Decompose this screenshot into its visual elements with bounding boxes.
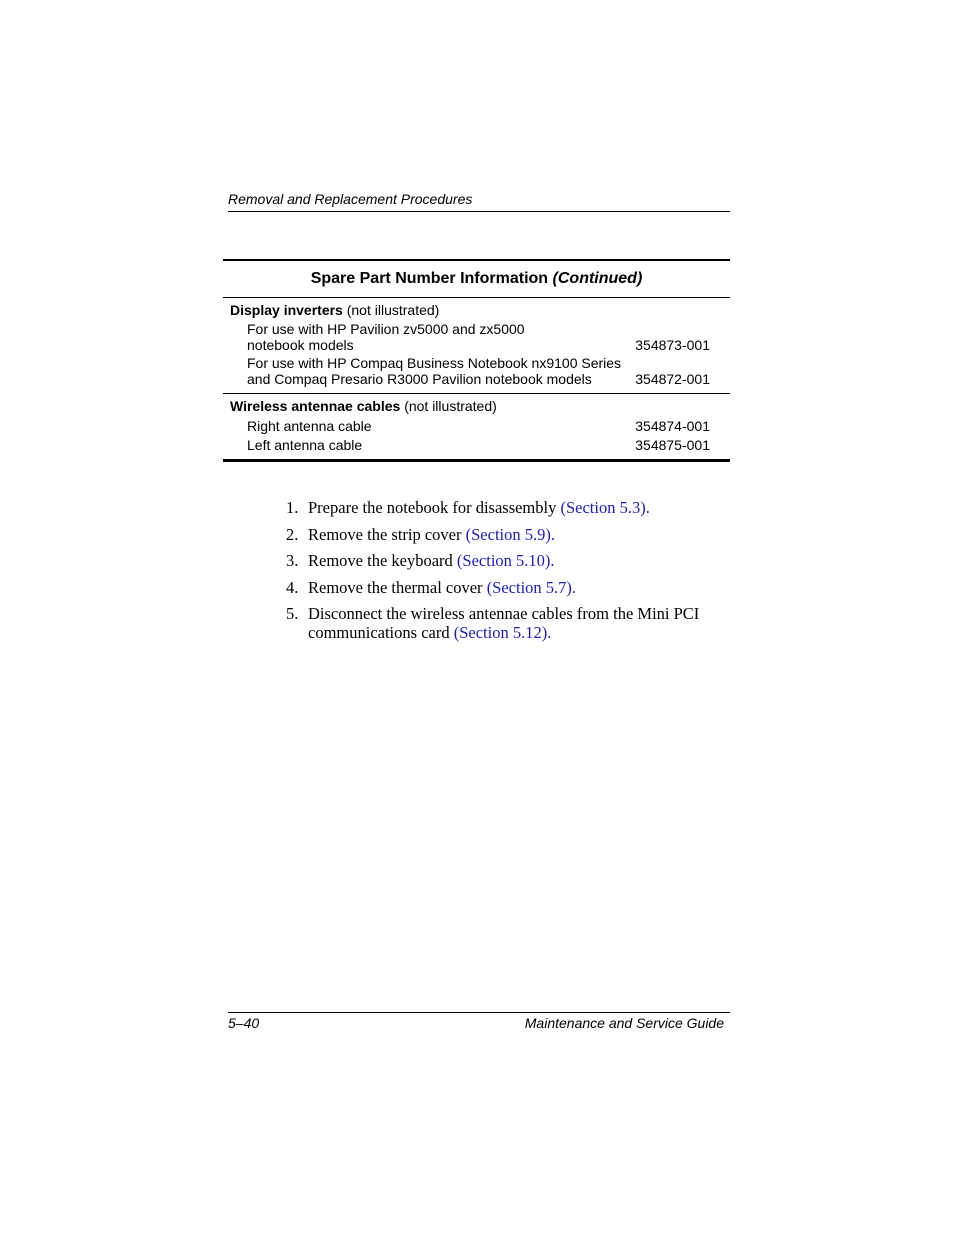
part-number: 354874-001 — [635, 418, 710, 434]
step-text — [308, 604, 730, 642]
section-link[interactable]: (Section 5.7). — [486, 577, 577, 597]
step-text-body: Remove the keyboard — [308, 551, 457, 570]
page-number: 5–40 — [228, 1015, 260, 1031]
step-text — [308, 551, 730, 570]
running-header — [228, 191, 730, 212]
part-description: For use with HP Pavilion zv5000 and zx5000 notebook models — [247, 321, 525, 353]
procedure-steps — [286, 498, 730, 650]
step-text-body: Remove the strip cover — [308, 524, 466, 544]
list-item — [286, 551, 730, 570]
section-display-inverters — [223, 298, 730, 393]
step-text-body: Remove the thermal cover — [308, 577, 487, 597]
part-number: 354875-001 — [635, 437, 710, 453]
part-description: Left antenna cable — [247, 437, 363, 453]
guide-title: Maintenance and Service Guide — [524, 1015, 724, 1031]
step-number: 4. — [286, 577, 299, 597]
running-title: Removal and Replacement Procedures — [228, 191, 473, 207]
table-row — [223, 355, 730, 387]
part-description: Right antenna cable — [247, 418, 372, 434]
table-title — [223, 261, 730, 298]
list-item — [286, 604, 730, 642]
step-number: 2. — [286, 524, 299, 544]
step-text — [308, 578, 730, 597]
section-heading-note: (not illustrated) — [404, 398, 497, 414]
section-heading — [223, 301, 730, 319]
table-title-suffix: (Continued) — [552, 270, 643, 287]
table-row — [223, 437, 730, 453]
step-number: 5. — [286, 604, 299, 623]
step-text-body: Prepare the notebook for disassembly — [308, 498, 561, 517]
section-heading-bold: Display inverters — [230, 302, 343, 318]
section-heading-note: (not illustrated) — [346, 302, 440, 318]
step-text — [308, 498, 730, 517]
table-row — [223, 321, 730, 353]
list-item — [286, 498, 730, 517]
step-number: 1. — [286, 498, 299, 517]
section-link[interactable]: (Section 5.9). — [465, 524, 555, 544]
step-number: 3. — [286, 551, 299, 570]
table-row — [223, 418, 730, 434]
section-heading-bold: Wireless antennae cables — [230, 398, 401, 414]
list-item — [286, 578, 730, 597]
list-item — [286, 525, 730, 544]
section-link[interactable]: (Section 5.10). — [456, 551, 555, 570]
step-text-body: Disconnect the wireless antennae cables from the Mini PCI communications card — [308, 604, 700, 642]
part-number: 354873-001 — [635, 337, 710, 353]
section-heading — [223, 397, 730, 415]
section-link[interactable]: (Section 5.12). — [453, 623, 552, 642]
section-link[interactable]: (Section 5.3). — [560, 498, 650, 517]
spare-parts-table — [223, 259, 730, 462]
page-footer — [228, 1012, 730, 1031]
part-number: 354872-001 — [635, 371, 710, 387]
table-title-text: Spare Part Number Information — [310, 270, 549, 287]
step-text — [308, 525, 730, 544]
section-wireless-antennae-cables — [223, 393, 730, 459]
part-description: For use with HP Compaq Business Notebook nx9100 Series and Compaq Presario R3000 Pavilion notebook models — [247, 355, 622, 387]
